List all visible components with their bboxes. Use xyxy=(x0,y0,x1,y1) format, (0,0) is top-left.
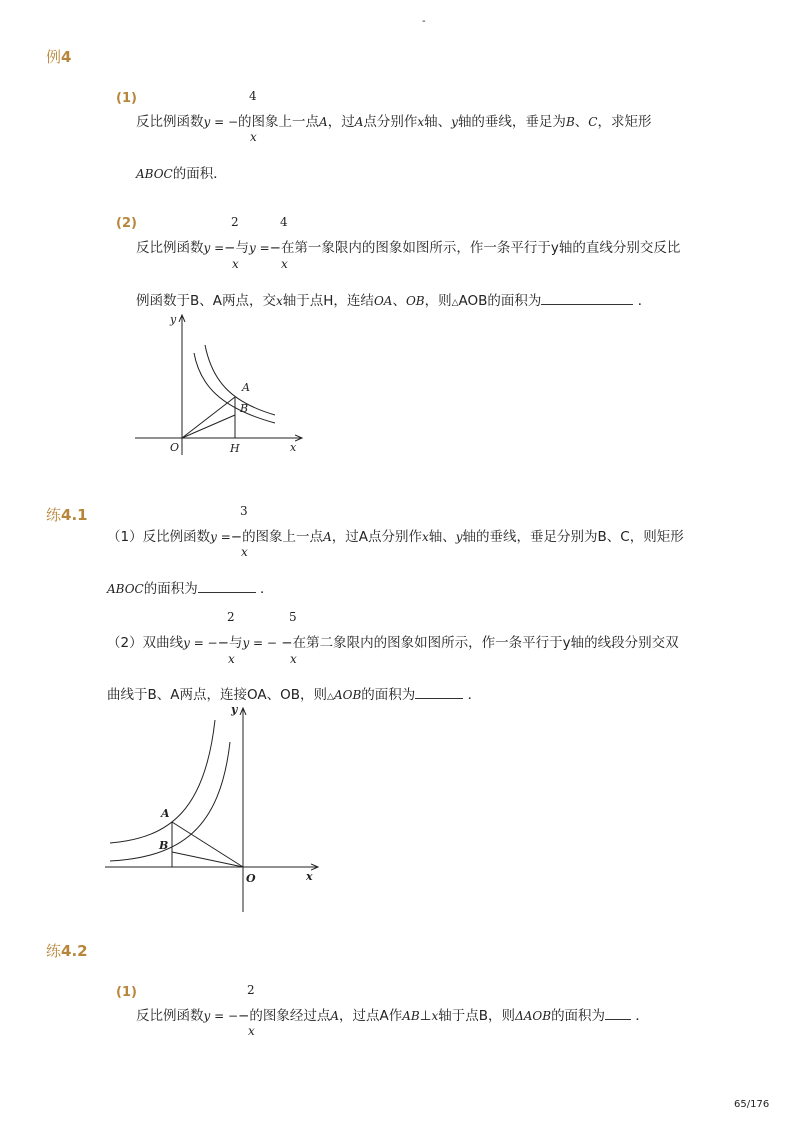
label-H: H xyxy=(230,442,240,455)
ex4-p2-fraction1-numerator: 2 xyxy=(231,215,239,229)
answer-blank xyxy=(198,580,256,593)
ex4-p2-fraction2-numerator: 4 xyxy=(280,215,288,229)
segment-OA xyxy=(182,397,235,438)
ex4-part1-label: (1) xyxy=(116,91,137,106)
ex4-p2-line2: 例函数于B、A两点，交x轴于点H，连结OA、OB，则△AOB的面积为 ． xyxy=(136,293,652,309)
ex4-p1-line1: 反比例函数y = −的图象上一点A，过A点分别作x轴、y轴的垂线，垂足为B、C，求矩形 xyxy=(136,114,652,130)
label-A: A xyxy=(161,807,170,820)
ex4-p2-line1: 反比例函数y =−与y =−在第一象限内的图象如图所示，作一条平行于y轴的直线分别交反比 xyxy=(136,240,681,256)
ex4-p1-line2: ABOC的面积． xyxy=(136,166,227,182)
ex41-p2-line2: 曲线于B、A两点，连接OA、OB，则△AOB的面积为 ． xyxy=(107,687,482,703)
ex4-p1-fraction-denominator: x xyxy=(250,130,257,144)
curve-inner xyxy=(110,742,230,861)
ex41-p2-fraction2-numerator: 5 xyxy=(289,610,297,624)
ex4-p2-fraction2-denominator: x xyxy=(281,257,288,271)
ex41-p1-fraction-denominator: x xyxy=(241,545,248,559)
ex41-figure xyxy=(100,700,330,915)
ex4-p1-fraction-numerator: 4 xyxy=(249,89,257,103)
label-y: y xyxy=(170,313,177,326)
label-O: O xyxy=(246,872,256,885)
label-y: y xyxy=(231,703,238,716)
segment-OB xyxy=(172,852,243,867)
label-B: B xyxy=(159,839,169,852)
ex42-p1-line1: 反比例函数y = −−的图象经过点A，过点A作AB⊥x轴于点B，则ΔAOB的面积为 ． xyxy=(136,1008,649,1024)
curve-outer xyxy=(110,720,215,843)
ex42-p1-fraction-numerator: 2 xyxy=(247,983,255,997)
label-O: O xyxy=(170,441,180,454)
label-x: x xyxy=(290,441,297,454)
example-4-heading: 例4 xyxy=(46,48,72,66)
ex41-p2-line1: （2）双曲线y = −−与y = − −在第二象限内的图象如图所示，作一条平行于y轴的线段分别交双 xyxy=(107,635,679,651)
ex41-p2-fraction1-numerator: 2 xyxy=(227,610,235,624)
ex41-p1-line1: （1）反比例函数y =−的图象上一点A，过A点分别作x轴、y轴的垂线，垂足分别为B、C，则矩形 xyxy=(107,529,684,545)
answer-blank xyxy=(541,292,633,305)
label-A: A xyxy=(242,381,250,394)
page-number: 65/176 xyxy=(734,1099,770,1110)
practice-4-1-heading: 练4.1 xyxy=(46,506,88,524)
label-x: x xyxy=(306,870,313,883)
label-B: B xyxy=(240,402,249,415)
segment-OB xyxy=(182,415,235,438)
ex41-p2-fraction1-denominator: x xyxy=(228,652,235,666)
ex42-p1-fraction-denominator: x xyxy=(248,1024,255,1038)
ex42-part1-label: (1) xyxy=(116,985,137,1000)
ex41-p2-fraction2-denominator: x xyxy=(290,652,297,666)
ex41-p1-line2: ABOC的面积为 ． xyxy=(107,581,274,597)
answer-blank xyxy=(415,686,463,699)
practice-4-2-heading: 练4.2 xyxy=(46,942,88,960)
answer-blank xyxy=(605,1007,631,1020)
page-top-mark: - xyxy=(422,16,426,27)
ex41-p1-fraction-numerator: 3 xyxy=(240,504,248,518)
segment-OA xyxy=(172,822,243,867)
ex4-p2-fraction1-denominator: x xyxy=(232,257,239,271)
ex4-figure xyxy=(130,305,315,460)
ex4-part2-label: (2) xyxy=(116,216,137,231)
